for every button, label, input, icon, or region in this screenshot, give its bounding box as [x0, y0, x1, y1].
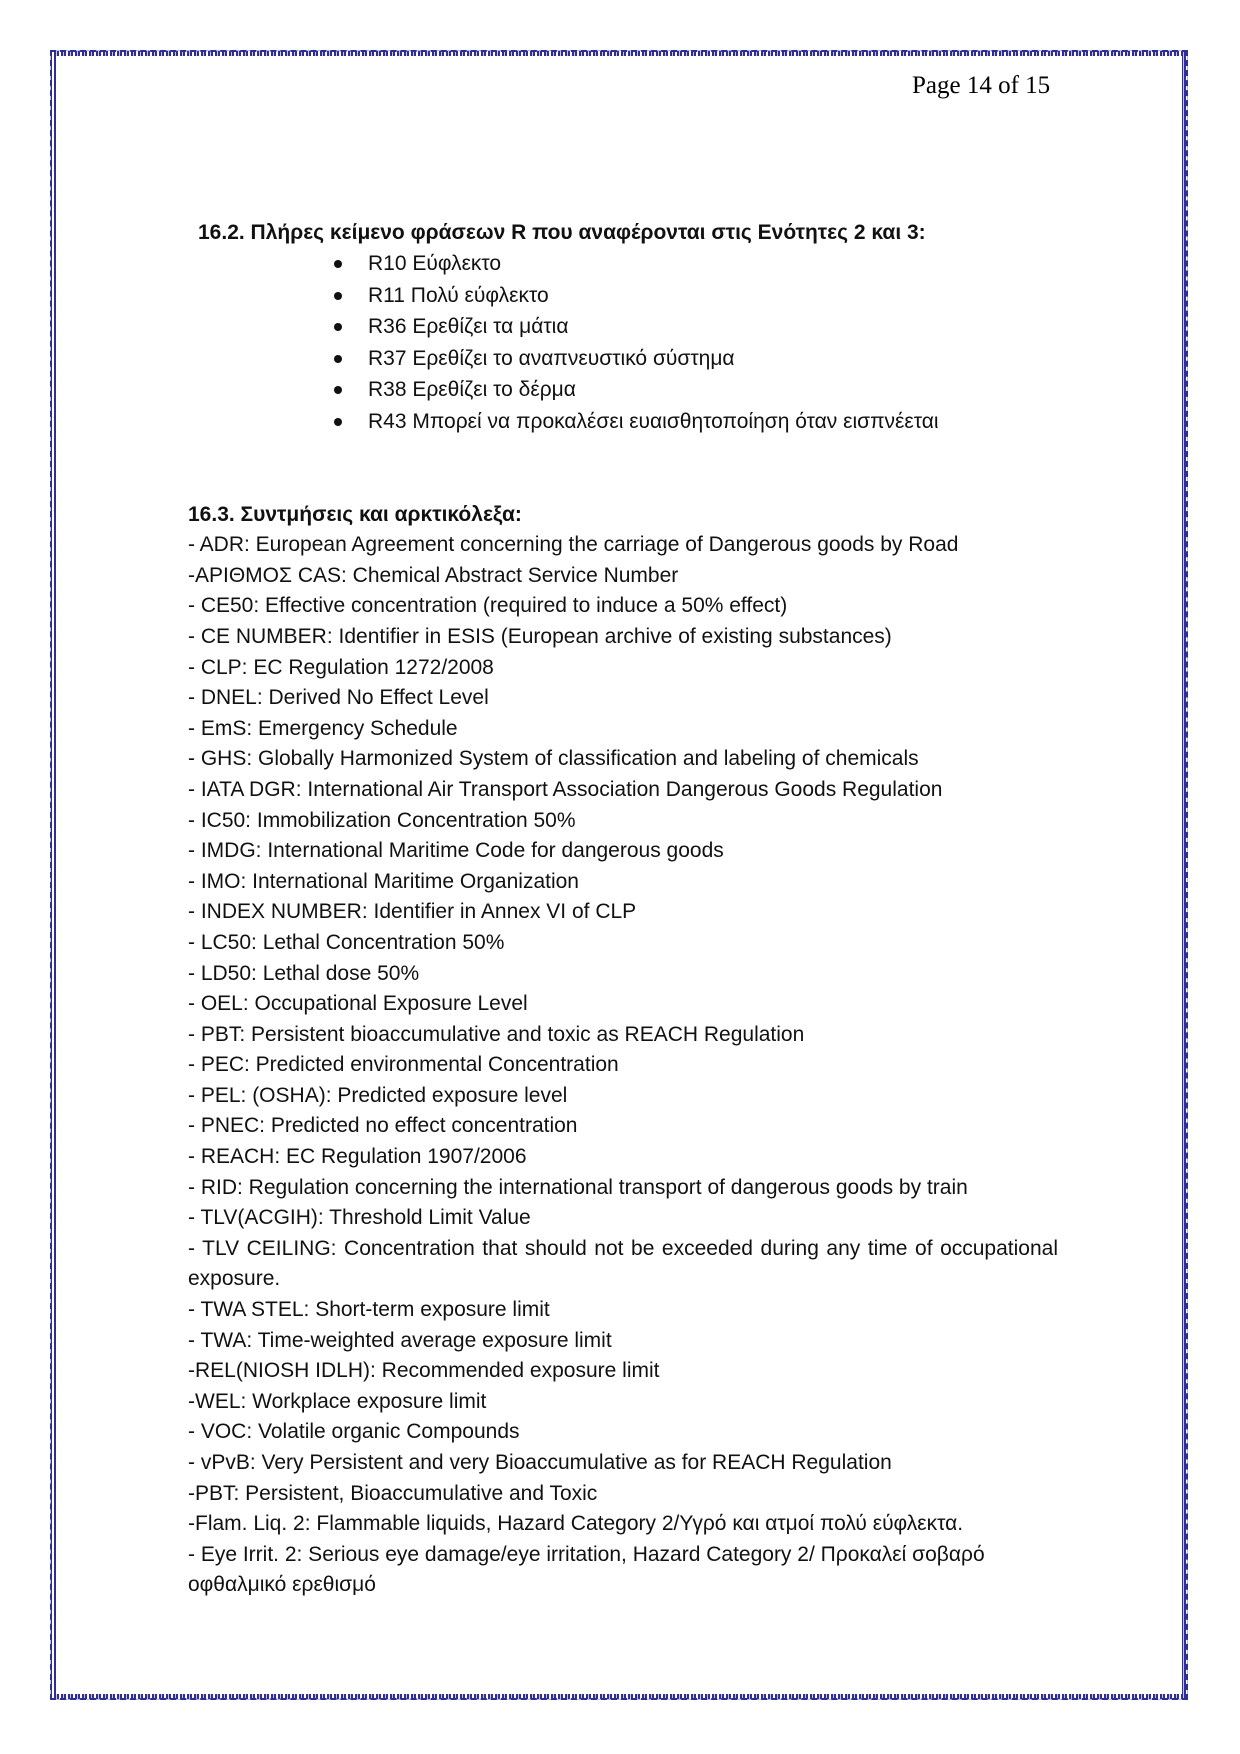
r-phrase-text: R43 Μπορεί να προκαλέσει ευαισθητοποίηση όταν εισπνέεται [368, 409, 939, 433]
section-16-3 [188, 500, 1058, 1601]
list-item: - TWA: Time-weighted average exposure limit [188, 1328, 612, 1352]
list-item [328, 280, 1058, 312]
list-item [328, 312, 1058, 344]
list-item: -WEL: Workplace exposure limit [188, 1389, 487, 1413]
list-item: - PEC: Predicted environmental Concentration [188, 1053, 619, 1077]
bullet-icon [334, 323, 342, 331]
list-item: - RID: Regulation concerning the international transport of dangerous goods by train [188, 1175, 968, 1199]
bullet-icon [334, 355, 342, 363]
bullet-icon [334, 292, 342, 300]
list-item: - IMO: International Maritime Organization [188, 869, 579, 893]
bullet-icon [334, 260, 342, 268]
r-phrases-list [328, 249, 1058, 438]
list-item: - ADR: European Agreement concerning the carriage of Dangerous goods by Road [188, 533, 959, 557]
list-item: -ΑΡΙΘΜΟΣ CAS: Chemical Abstract Service Number [188, 563, 679, 587]
document-body [188, 218, 1058, 1601]
list-item: - OEL: Occupational Exposure Level [188, 992, 528, 1016]
list-item: - IC50: Immobilization Concentration 50% [188, 808, 576, 832]
bullet-icon [334, 386, 342, 394]
list-item: -Flam. Liq. 2: Flammable liquids, Hazard Category 2/Υγρό και ατμοί πολύ εύφλεκτα. [188, 1512, 964, 1536]
list-item: - TLV CEILING: Concentration that should not be exceeded during any time of occupational exposure. [188, 1236, 1058, 1291]
list-item [328, 249, 1058, 281]
abbreviations-list [188, 530, 1058, 1601]
r-phrase-text: R10 Εύφλεκτο [368, 252, 502, 276]
r-phrase-text: R37 Ερεθίζει το αναπνευστικό σύστημα [368, 346, 735, 370]
list-item: - TWA STEL: Short-term exposure limit [188, 1298, 550, 1322]
list-item: - PNEC: Predicted no effect concentration [188, 1114, 578, 1138]
list-item: - VOC: Volatile organic Compounds [188, 1420, 520, 1444]
bullet-icon [334, 418, 342, 426]
list-item [328, 375, 1058, 407]
r-phrase-text: R11 Πολύ εύφλεκτο [368, 283, 549, 307]
list-item: - CLP: EC Regulation 1272/2008 [188, 655, 494, 679]
list-item: - PBT: Persistent bioaccumulative and toxic as REACH Regulation [188, 1022, 805, 1046]
list-item: - LD50: Lethal dose 50% [188, 961, 420, 985]
list-item: - PEL: (OSHA): Predicted exposure level [188, 1083, 568, 1107]
list-item: - GHS: Globally Harmonized System of classification and labeling of chemicals [188, 747, 919, 771]
list-item: - CE50: Effective concentration (required to induce a 50% effect) [188, 594, 788, 618]
section-heading-16-3: 16.3. Συντμήσεις και αρκτικόλεξα: [188, 502, 522, 526]
section-16-2 [188, 218, 1058, 438]
list-item: -REL(NIOSH IDLH): Recommended exposure limit [188, 1359, 660, 1383]
list-item: - Eye Irrit. 2: Serious eye damage/eye irritation, Hazard Category 2/ Προκαλεί σοβαρό οφθαλμικό ερεθισμό [188, 1542, 985, 1597]
list-item: - IATA DGR: International Air Transport Association Dangerous Goods Regulation [188, 777, 943, 801]
page-number: Page 14 of 15 [912, 72, 1051, 99]
list-item: - REACH: EC Regulation 1907/2006 [188, 1145, 527, 1169]
list-item: - vPvB: Very Persistent and very Bioaccumulative as for REACH Regulation [188, 1451, 892, 1474]
list-item: - TLV(ACGIH): Threshold Limit Value [188, 1206, 531, 1230]
section-heading-16-2: 16.2. Πλήρες κείμενο φράσεων R που αναφέρονται στις Ενότητες 2 και 3: [198, 221, 926, 244]
list-item: - EmS: Emergency Schedule [188, 716, 458, 740]
list-item [328, 406, 1058, 438]
list-item: - IMDG: International Maritime Code for dangerous goods [188, 839, 724, 863]
r-phrase-text: R36 Ερεθίζει τα μάτια [368, 315, 569, 339]
list-item: - CE NUMBER: Identifier in ESIS (European archive of existing substances) [188, 624, 892, 648]
list-item [328, 343, 1058, 375]
list-item: - LC50: Lethal Concentration 50% [188, 930, 505, 954]
list-item: - INDEX NUMBER: Identifier in Annex VI of CLP [188, 900, 637, 924]
list-item: -PBT: Persistent, Bioaccumulative and Toxic [188, 1481, 598, 1505]
r-phrase-text: R38 Ερεθίζει το δέρμα [368, 378, 576, 402]
list-item: - DNEL: Derived No Effect Level [188, 686, 489, 710]
